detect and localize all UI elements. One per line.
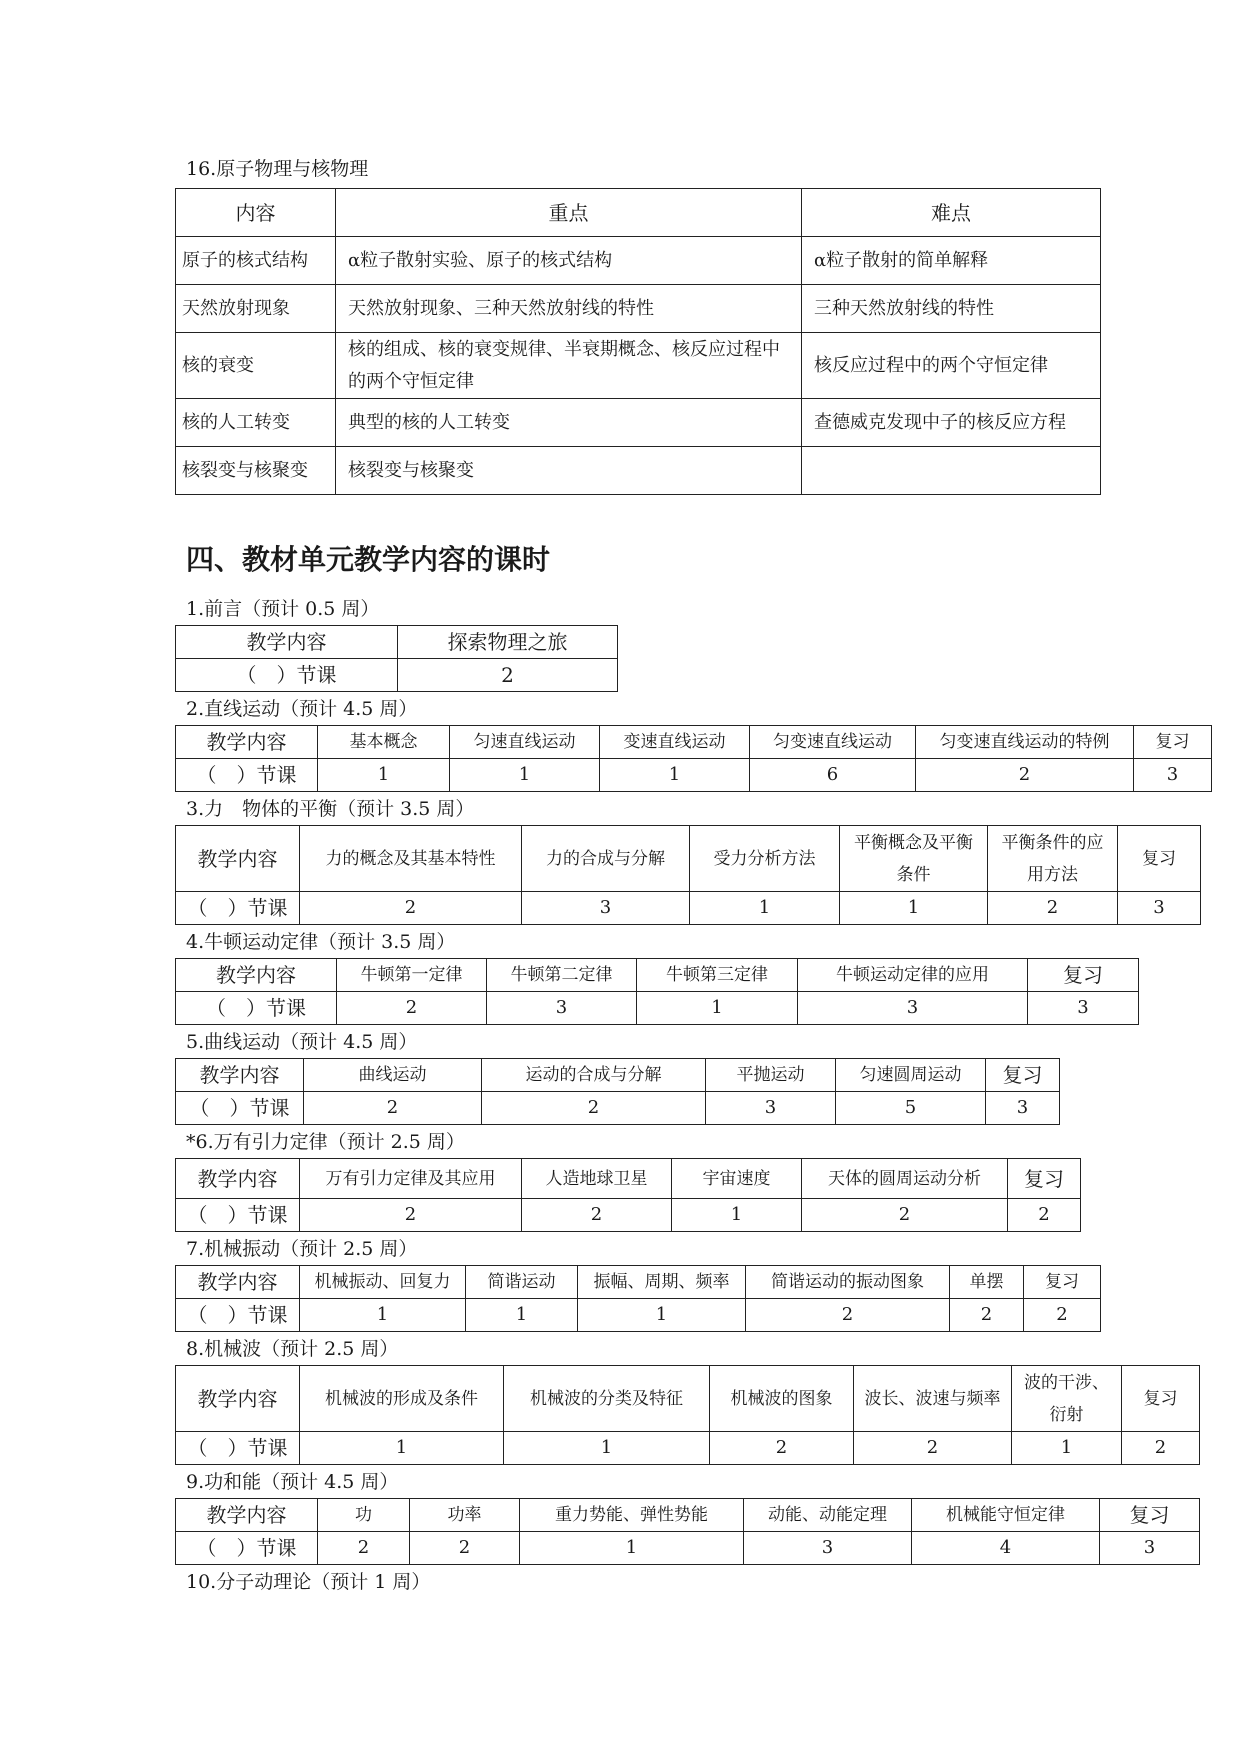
table-row <box>176 285 1101 333</box>
unit-8-table-wrap <box>175 1365 1200 1465</box>
table-cell: 人造地球卫星 <box>522 1159 672 1199</box>
table-cell: 教学内容 <box>176 959 337 992</box>
table-row <box>176 759 1212 792</box>
table-cell: α粒子散射实验、原子的核式结构 <box>336 237 802 285</box>
table-cell: 3 <box>1100 1532 1200 1565</box>
unit-4-caption: 4.牛顿运动定律（预计 3.5 周） <box>186 931 456 953</box>
unit-1-caption: 1.前言（预计 0.5 周） <box>186 598 380 620</box>
table-cell: 匀速圆周运动 <box>836 1059 986 1092</box>
table-cell: 1 <box>450 759 600 792</box>
table-cell: 天然放射现象、三种天然放射线的特性 <box>336 285 802 333</box>
table-cell: 2 <box>1122 1432 1200 1465</box>
unit-6-caption: *6.万有引力定律（预计 2.5 周） <box>186 1131 465 1153</box>
table-row <box>176 892 1201 925</box>
table-row <box>176 1532 1200 1565</box>
table-cell: 曲线运动 <box>304 1059 482 1092</box>
table-cell: 1 <box>300 1432 504 1465</box>
table-cell: 核裂变与核聚变 <box>336 447 802 495</box>
unit-5-table <box>175 1058 1060 1125</box>
section-16-table-wrap <box>175 188 1101 495</box>
table-cell: 原子的核式结构 <box>176 237 336 285</box>
table-cell: 教学内容 <box>176 1266 300 1299</box>
table-cell: 2 <box>482 1092 706 1125</box>
table-cell: 5 <box>836 1092 986 1125</box>
table-row <box>176 992 1139 1025</box>
table-cell: 2 <box>916 759 1134 792</box>
table-cell: 变速直线运动 <box>600 726 750 759</box>
unit-3-caption: 3.力 物体的平衡（预计 3.5 周） <box>186 798 475 820</box>
table-cell: 3 <box>487 992 637 1025</box>
table-cell: 波的干涉、衍射 <box>1012 1366 1122 1432</box>
table-row <box>176 1059 1060 1092</box>
table-cell: 平衡概念及平衡条件 <box>840 826 988 892</box>
table-cell: 3 <box>1118 892 1201 925</box>
unit-1-table-wrap <box>175 625 618 692</box>
table-cell: 匀变速直线运动 <box>750 726 916 759</box>
table-cell: 机械能守恒定律 <box>912 1499 1100 1532</box>
table-cell: 1 <box>520 1532 744 1565</box>
table-cell: 核的衰变 <box>176 333 336 399</box>
table-cell: 复习 <box>1008 1159 1081 1199</box>
table-cell: 力的合成与分解 <box>522 826 690 892</box>
section-16-table <box>175 188 1101 495</box>
unit-8-table <box>175 1365 1200 1465</box>
table-cell: 典型的核的人工转变 <box>336 399 802 447</box>
table-cell: 1 <box>1012 1432 1122 1465</box>
table-cell: 2 <box>988 892 1118 925</box>
table-cell: 受力分析方法 <box>690 826 840 892</box>
table-cell: 教学内容 <box>176 1159 300 1199</box>
table-cell: 2 <box>1024 1299 1101 1332</box>
unit-4-table-wrap <box>175 958 1139 1025</box>
table-row <box>176 447 1101 495</box>
table-cell: 牛顿第一定律 <box>337 959 487 992</box>
table-cell: 3 <box>522 892 690 925</box>
table-cell: 3 <box>744 1532 912 1565</box>
table-cell: 2 <box>746 1299 950 1332</box>
table-cell: 机械波的图象 <box>710 1366 854 1432</box>
table-cell: 2 <box>410 1532 520 1565</box>
table-cell: 3 <box>1134 759 1212 792</box>
table-cell: 探索物理之旅 <box>398 626 618 659</box>
table-cell: 天然放射现象 <box>176 285 336 333</box>
table-cell: 复习 <box>1028 959 1139 992</box>
table-cell: 匀速直线运动 <box>450 726 600 759</box>
table-row <box>176 1299 1101 1332</box>
table-cell: 匀变速直线运动的特例 <box>916 726 1134 759</box>
table-cell: 2 <box>398 659 618 692</box>
table-cell: 教学内容 <box>176 726 318 759</box>
unit-9-caption: 9.功和能（预计 4.5 周） <box>186 1471 399 1493</box>
table-cell: 教学内容 <box>176 1366 300 1432</box>
table-cell: 2 <box>304 1092 482 1125</box>
unit-4-table <box>175 958 1139 1025</box>
table-cell: 平衡条件的应用方法 <box>988 826 1118 892</box>
table-cell: 三种天然放射线的特性 <box>802 285 1101 333</box>
table-cell: 牛顿第三定律 <box>637 959 798 992</box>
table-cell: 1 <box>690 892 840 925</box>
table-cell: 2 <box>950 1299 1024 1332</box>
header-cell: 重点 <box>336 189 802 237</box>
unit-7-caption: 7.机械振动（预计 2.5 周） <box>186 1238 418 1260</box>
table-cell: 机械振动、回复力 <box>300 1266 466 1299</box>
unit-1-table <box>175 625 618 692</box>
table-cell: 机械波的形成及条件 <box>300 1366 504 1432</box>
table-cell: 振幅、周期、频率 <box>578 1266 746 1299</box>
table-row <box>176 1499 1200 1532</box>
section-16-caption: 16.原子物理与核物理 <box>186 158 369 180</box>
table-cell: 单摆 <box>950 1266 1024 1299</box>
table-cell: 3 <box>986 1092 1060 1125</box>
table-cell: 复习 <box>1100 1499 1200 1532</box>
table-cell: 3 <box>706 1092 836 1125</box>
table-cell: 复习 <box>986 1059 1060 1092</box>
table-cell: （ ）节课 <box>176 992 337 1025</box>
table-cell: 3 <box>798 992 1028 1025</box>
table-cell: （ ）节课 <box>176 1199 300 1232</box>
table-cell <box>802 447 1101 495</box>
table-row <box>176 1092 1060 1125</box>
table-cell: 核的人工转变 <box>176 399 336 447</box>
table-cell: 力的概念及其基本特性 <box>300 826 522 892</box>
table-cell: 复习 <box>1024 1266 1101 1299</box>
table-row <box>176 626 618 659</box>
table-row <box>176 826 1201 892</box>
table-cell: 2 <box>854 1432 1012 1465</box>
unit-2-table <box>175 725 1212 792</box>
table-row <box>176 237 1101 285</box>
table-cell: 机械波的分类及特征 <box>504 1366 710 1432</box>
table-cell: 核反应过程中的两个守恒定律 <box>802 333 1101 399</box>
table-cell: 1 <box>840 892 988 925</box>
table-cell: 核的组成、核的衰变规律、半衰期概念、核反应过程中的两个守恒定律 <box>336 333 802 399</box>
table-cell: （ ）节课 <box>176 659 398 692</box>
table-cell: 2 <box>1008 1199 1081 1232</box>
header-cell: 内容 <box>176 189 336 237</box>
table-cell: （ ）节课 <box>176 759 318 792</box>
unit-5-caption: 5.曲线运动（预计 4.5 周） <box>186 1031 418 1053</box>
unit-9-table <box>175 1498 1200 1565</box>
table-cell: （ ）节课 <box>176 1299 300 1332</box>
unit-7-table <box>175 1265 1101 1332</box>
unit-9-table-wrap <box>175 1498 1200 1565</box>
unit-8-caption: 8.机械波（预计 2.5 周） <box>186 1338 399 1360</box>
table-cell: 查德威克发现中子的核反应方程 <box>802 399 1101 447</box>
table-cell: 1 <box>637 992 798 1025</box>
table-cell: 复习 <box>1134 726 1212 759</box>
table-cell: 2 <box>300 892 522 925</box>
table-row <box>176 1432 1200 1465</box>
table-row <box>176 659 618 692</box>
table-cell: 运动的合成与分解 <box>482 1059 706 1092</box>
unit-2-table-wrap <box>175 725 1212 792</box>
table-cell: 4 <box>912 1532 1100 1565</box>
table-cell: 万有引力定律及其应用 <box>300 1159 522 1199</box>
table-cell: 功 <box>318 1499 410 1532</box>
table-cell: 1 <box>672 1199 802 1232</box>
table-cell: 简谐运动的振动图象 <box>746 1266 950 1299</box>
table-cell: （ ）节课 <box>176 1092 304 1125</box>
table-header-row <box>176 189 1101 237</box>
unit-6-table-wrap <box>175 1158 1081 1232</box>
unit-2-caption: 2.直线运动（预计 4.5 周） <box>186 698 418 720</box>
unit-5-table-wrap <box>175 1058 1060 1125</box>
table-cell: 2 <box>522 1199 672 1232</box>
table-cell: 宇宙速度 <box>672 1159 802 1199</box>
table-cell: 简谐运动 <box>466 1266 578 1299</box>
table-row <box>176 1159 1081 1199</box>
table-cell: 功率 <box>410 1499 520 1532</box>
unit-7-table-wrap <box>175 1265 1101 1332</box>
table-cell: 复习 <box>1122 1366 1200 1432</box>
table-cell: 2 <box>802 1199 1008 1232</box>
table-cell: （ ）节课 <box>176 1432 300 1465</box>
unit-10-caption: 10.分子动理论（预计 1 周） <box>186 1571 431 1593</box>
table-cell: 教学内容 <box>176 626 398 659</box>
table-row <box>176 726 1212 759</box>
table-cell: 2 <box>300 1199 522 1232</box>
table-cell: 1 <box>600 759 750 792</box>
table-cell: 牛顿第二定律 <box>487 959 637 992</box>
table-row <box>176 1266 1101 1299</box>
table-cell: （ ）节课 <box>176 1532 318 1565</box>
table-cell: 1 <box>578 1299 746 1332</box>
table-row <box>176 959 1139 992</box>
table-cell: α粒子散射的简单解释 <box>802 237 1101 285</box>
table-cell: 教学内容 <box>176 1499 318 1532</box>
table-cell: 1 <box>318 759 450 792</box>
section-heading: 四、教材单元教学内容的课时 <box>186 543 551 576</box>
table-cell: 教学内容 <box>176 1059 304 1092</box>
table-cell: 平抛运动 <box>706 1059 836 1092</box>
unit-3-table-wrap <box>175 825 1201 925</box>
table-cell: 2 <box>318 1532 410 1565</box>
table-cell: 2 <box>710 1432 854 1465</box>
unit-6-table <box>175 1158 1081 1232</box>
table-cell: 1 <box>504 1432 710 1465</box>
table-cell: 天体的圆周运动分析 <box>802 1159 1008 1199</box>
table-row <box>176 333 1101 399</box>
unit-3-table <box>175 825 1201 925</box>
table-cell: 基本概念 <box>318 726 450 759</box>
table-cell: 牛顿运动定律的应用 <box>798 959 1028 992</box>
table-cell: （ ）节课 <box>176 892 300 925</box>
table-row <box>176 1366 1200 1432</box>
table-cell: 重力势能、弹性势能 <box>520 1499 744 1532</box>
table-cell: 1 <box>466 1299 578 1332</box>
table-cell: 波长、波速与频率 <box>854 1366 1012 1432</box>
table-cell: 核裂变与核聚变 <box>176 447 336 495</box>
table-cell: 动能、动能定理 <box>744 1499 912 1532</box>
table-cell: 复习 <box>1118 826 1201 892</box>
table-cell: 6 <box>750 759 916 792</box>
table-cell: 2 <box>337 992 487 1025</box>
table-cell: 1 <box>300 1299 466 1332</box>
table-cell: 3 <box>1028 992 1139 1025</box>
header-cell: 难点 <box>802 189 1101 237</box>
table-row <box>176 1199 1081 1232</box>
table-cell: 教学内容 <box>176 826 300 892</box>
table-row <box>176 399 1101 447</box>
